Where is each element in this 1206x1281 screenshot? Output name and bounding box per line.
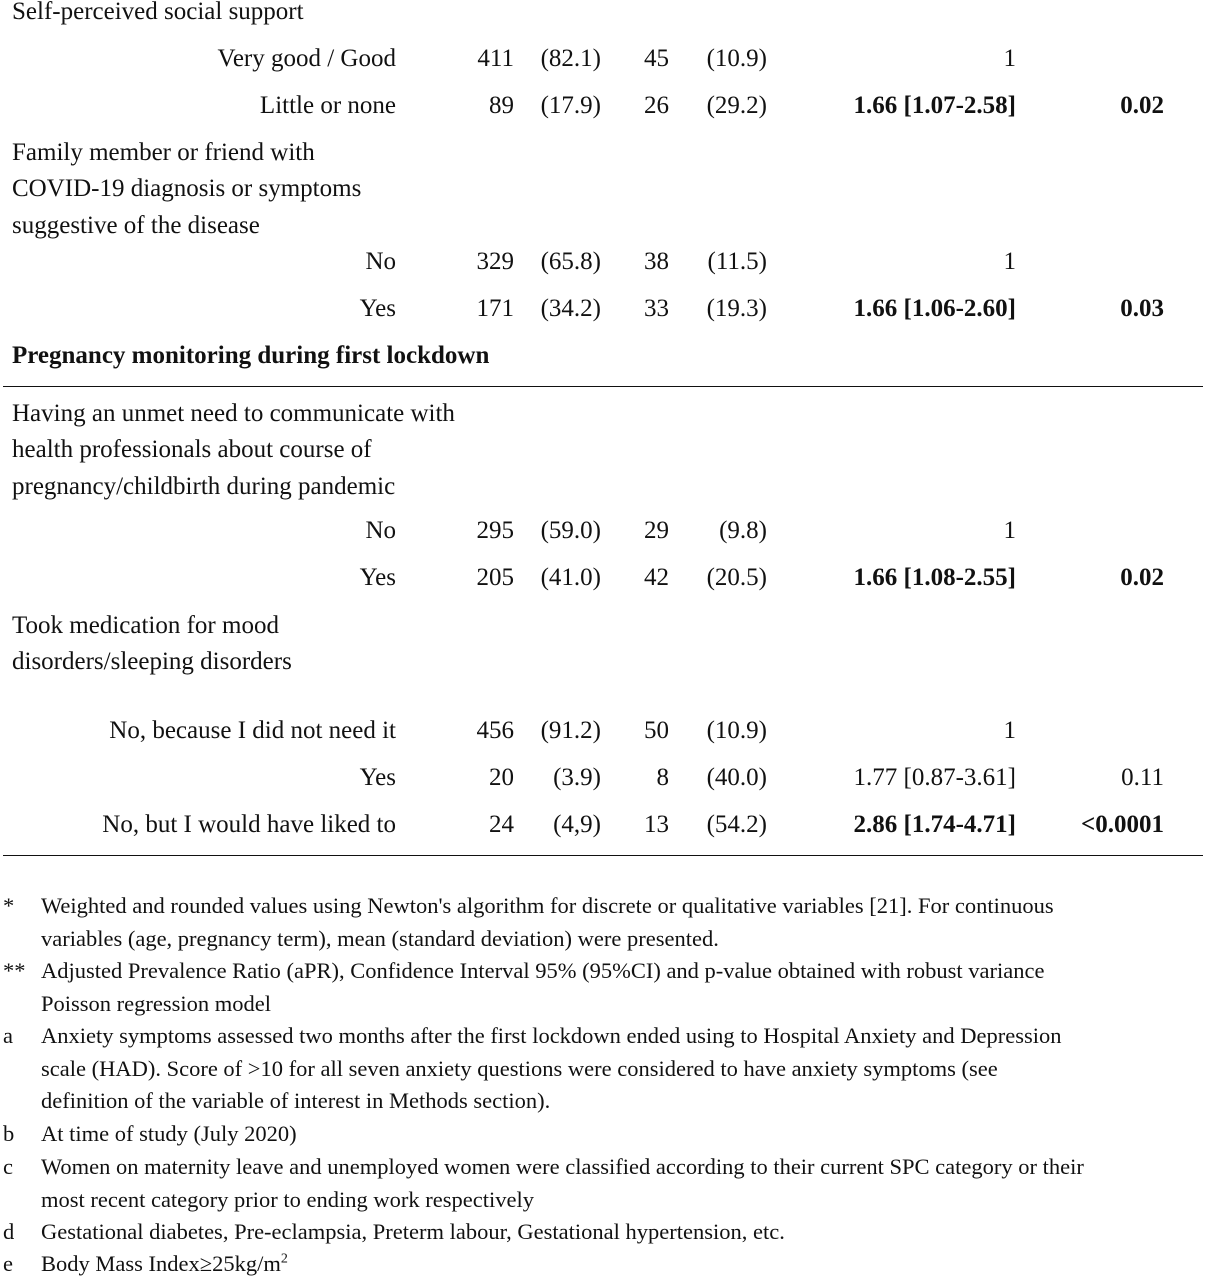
section-heading-unmet-need-line-1: Having an unmet need to communicate with (12, 400, 455, 427)
footnote-line: Poisson regression model (41, 990, 271, 1016)
section-heading-family-covid-line-2: COVID-19 diagnosis or symptoms (12, 175, 362, 202)
cell-n-anxiety: 8 (656, 764, 669, 791)
cell-n-anxiety: 38 (644, 248, 669, 275)
footnote-line: scale (HAD). Score of >10 for all seven anxiety questions were considered to have anxiety symptoms (see (41, 1055, 998, 1081)
cell-apr: 2.86 [1.74-4.71] (853, 811, 1016, 838)
row-label: No (365, 248, 396, 275)
cell-pct-total: (65.8) (540, 248, 601, 275)
table-row (0, 560, 1206, 596)
footnote-line: Body Mass Index≥25kg/m (41, 1251, 281, 1276)
row-label: Yes (359, 764, 396, 791)
cell-pct-anxiety: (20.5) (706, 564, 767, 591)
cell-pct-anxiety: (11.5) (707, 248, 767, 275)
cell-pvalue: 0.02 (1120, 564, 1164, 591)
cell-pct-total: (3.9) (553, 764, 601, 791)
section-heading-unmet-need-line-3: pregnancy/childbirth during pandemic (12, 473, 396, 500)
section-heading-unmet-need-line-2: health professionals about course of (12, 436, 372, 463)
cell-n-total: 89 (489, 92, 514, 119)
footnote-mark: d (3, 1219, 15, 1244)
cell-pct-anxiety: (10.9) (706, 717, 767, 744)
row-label: No, because I did not need it (109, 717, 396, 744)
footnote-mark: e (3, 1251, 13, 1276)
cell-n-anxiety: 45 (644, 45, 669, 72)
table-row (0, 88, 1206, 124)
footnote-line: definition of the variable of interest in Methods section). (41, 1088, 551, 1113)
cell-apr: 1.66 [1.08-2.55] (853, 564, 1016, 591)
footnote-line: Anxiety symptoms assessed two months after the first lockdown ended using to Hospital Anxiety and Depression (41, 1023, 1062, 1048)
section-heading-family-covid-line-3: suggestive of the disease (12, 212, 260, 239)
section-heading-family-covid-line-1: Family member or friend with (12, 139, 315, 166)
cell-pct-anxiety: (9.8) (719, 517, 767, 544)
section-heading-pregnancy-monitoring: Pregnancy monitoring during first lockdown (12, 342, 490, 369)
cell-n-anxiety: 29 (644, 517, 669, 544)
cell-pct-total: (82.1) (540, 45, 601, 72)
cell-n-total: 411 (477, 45, 514, 72)
cell-pct-anxiety: (19.3) (706, 295, 767, 322)
cell-pct-anxiety: (10.9) (706, 45, 767, 72)
footnote-mark: b (3, 1121, 15, 1146)
row-label: No, but I would have liked to (102, 811, 396, 838)
footnote-mark: c (3, 1154, 13, 1179)
row-label: Little or none (259, 92, 396, 119)
footnote-mark: * (3, 893, 15, 918)
cell-n-anxiety: 42 (644, 564, 669, 591)
cell-pvalue: 0.03 (1120, 295, 1164, 322)
section-heading-medication-line-1: Took medication for mood (12, 612, 279, 639)
table-row (0, 807, 1206, 843)
table-row (0, 41, 1206, 77)
cell-n-total: 24 (489, 811, 514, 838)
cell-pct-total: (34.2) (540, 295, 601, 322)
cell-pct-total: (91.2) (540, 717, 601, 744)
cell-pct-anxiety: (40.0) (706, 764, 767, 791)
cell-apr: 1 (1003, 248, 1016, 275)
cell-n-total: 456 (476, 717, 514, 744)
section-heading-social-support: Self-perceived social support (12, 0, 304, 25)
cell-n-anxiety: 33 (644, 295, 669, 322)
cell-apr: 1 (1003, 717, 1016, 744)
footnote-mark: ** (3, 958, 26, 983)
cell-apr: 1.66 [1.07-2.58] (853, 92, 1016, 119)
cell-pvalue: 0.02 (1120, 92, 1164, 119)
table-row (0, 760, 1206, 796)
footnote-mark: a (3, 1023, 13, 1048)
footnote-line: variables (age, pregnancy term), mean (standard deviation) were presented. (41, 925, 719, 951)
cell-n-anxiety: 13 (644, 811, 669, 838)
cell-n-anxiety: 26 (644, 92, 669, 119)
cell-pct-anxiety: (54.2) (706, 811, 767, 838)
footnote-line: At time of study (July 2020) (41, 1121, 297, 1146)
cell-apr: 1 (1003, 517, 1016, 544)
cell-pvalue: 0.11 (1121, 764, 1164, 791)
section-heading-medication-line-2: disorders/sleeping disorders (12, 648, 292, 675)
cell-apr: 1 (1003, 45, 1016, 72)
table-row (0, 513, 1206, 549)
table-row (0, 244, 1206, 280)
cell-n-total: 171 (476, 295, 514, 322)
cell-n-total: 329 (476, 248, 514, 275)
cell-pct-anxiety: (29.2) (706, 92, 767, 119)
section-divider (3, 386, 1203, 387)
cell-pct-total: (4,9) (553, 811, 601, 838)
footnote-line: Women on maternity leave and unemployed women were classified according to their current SPC category or their (41, 1154, 1084, 1179)
row-label: No (365, 517, 396, 544)
row-label: Yes (359, 295, 396, 322)
table-bottom-rule (3, 855, 1203, 856)
table-row (0, 291, 1206, 327)
cell-pvalue: <0.0001 (1081, 811, 1164, 838)
cell-n-total: 20 (489, 764, 514, 791)
cell-n-anxiety: 50 (644, 717, 669, 744)
table-row (0, 713, 1206, 749)
superscript: 2 (280, 1251, 288, 1267)
cell-pct-total: (17.9) (540, 92, 601, 119)
footnote-line: Adjusted Prevalence Ratio (aPR), Confidence Interval 95% (95%CI) and p-value obtained with robust variance (41, 958, 1045, 983)
footnote-line: most recent category prior to ending work respectively (41, 1186, 534, 1212)
cell-n-total: 205 (476, 564, 514, 591)
cell-pct-total: (59.0) (540, 517, 601, 544)
footnote-line: Weighted and rounded values using Newton's algorithm for discrete or qualitative variables [21]. For continuous (41, 893, 1054, 918)
row-label: Very good / Good (217, 45, 396, 72)
cell-n-total: 295 (476, 517, 514, 544)
footnote-line: Gestational diabetes, Pre-eclampsia, Preterm labour, Gestational hypertension, etc. (41, 1219, 785, 1244)
cell-apr: 1.66 [1.06-2.60] (853, 295, 1016, 322)
cell-apr: 1.77 [0.87-3.61] (853, 764, 1016, 791)
row-label: Yes (359, 564, 396, 591)
cell-pct-total: (41.0) (540, 564, 601, 591)
